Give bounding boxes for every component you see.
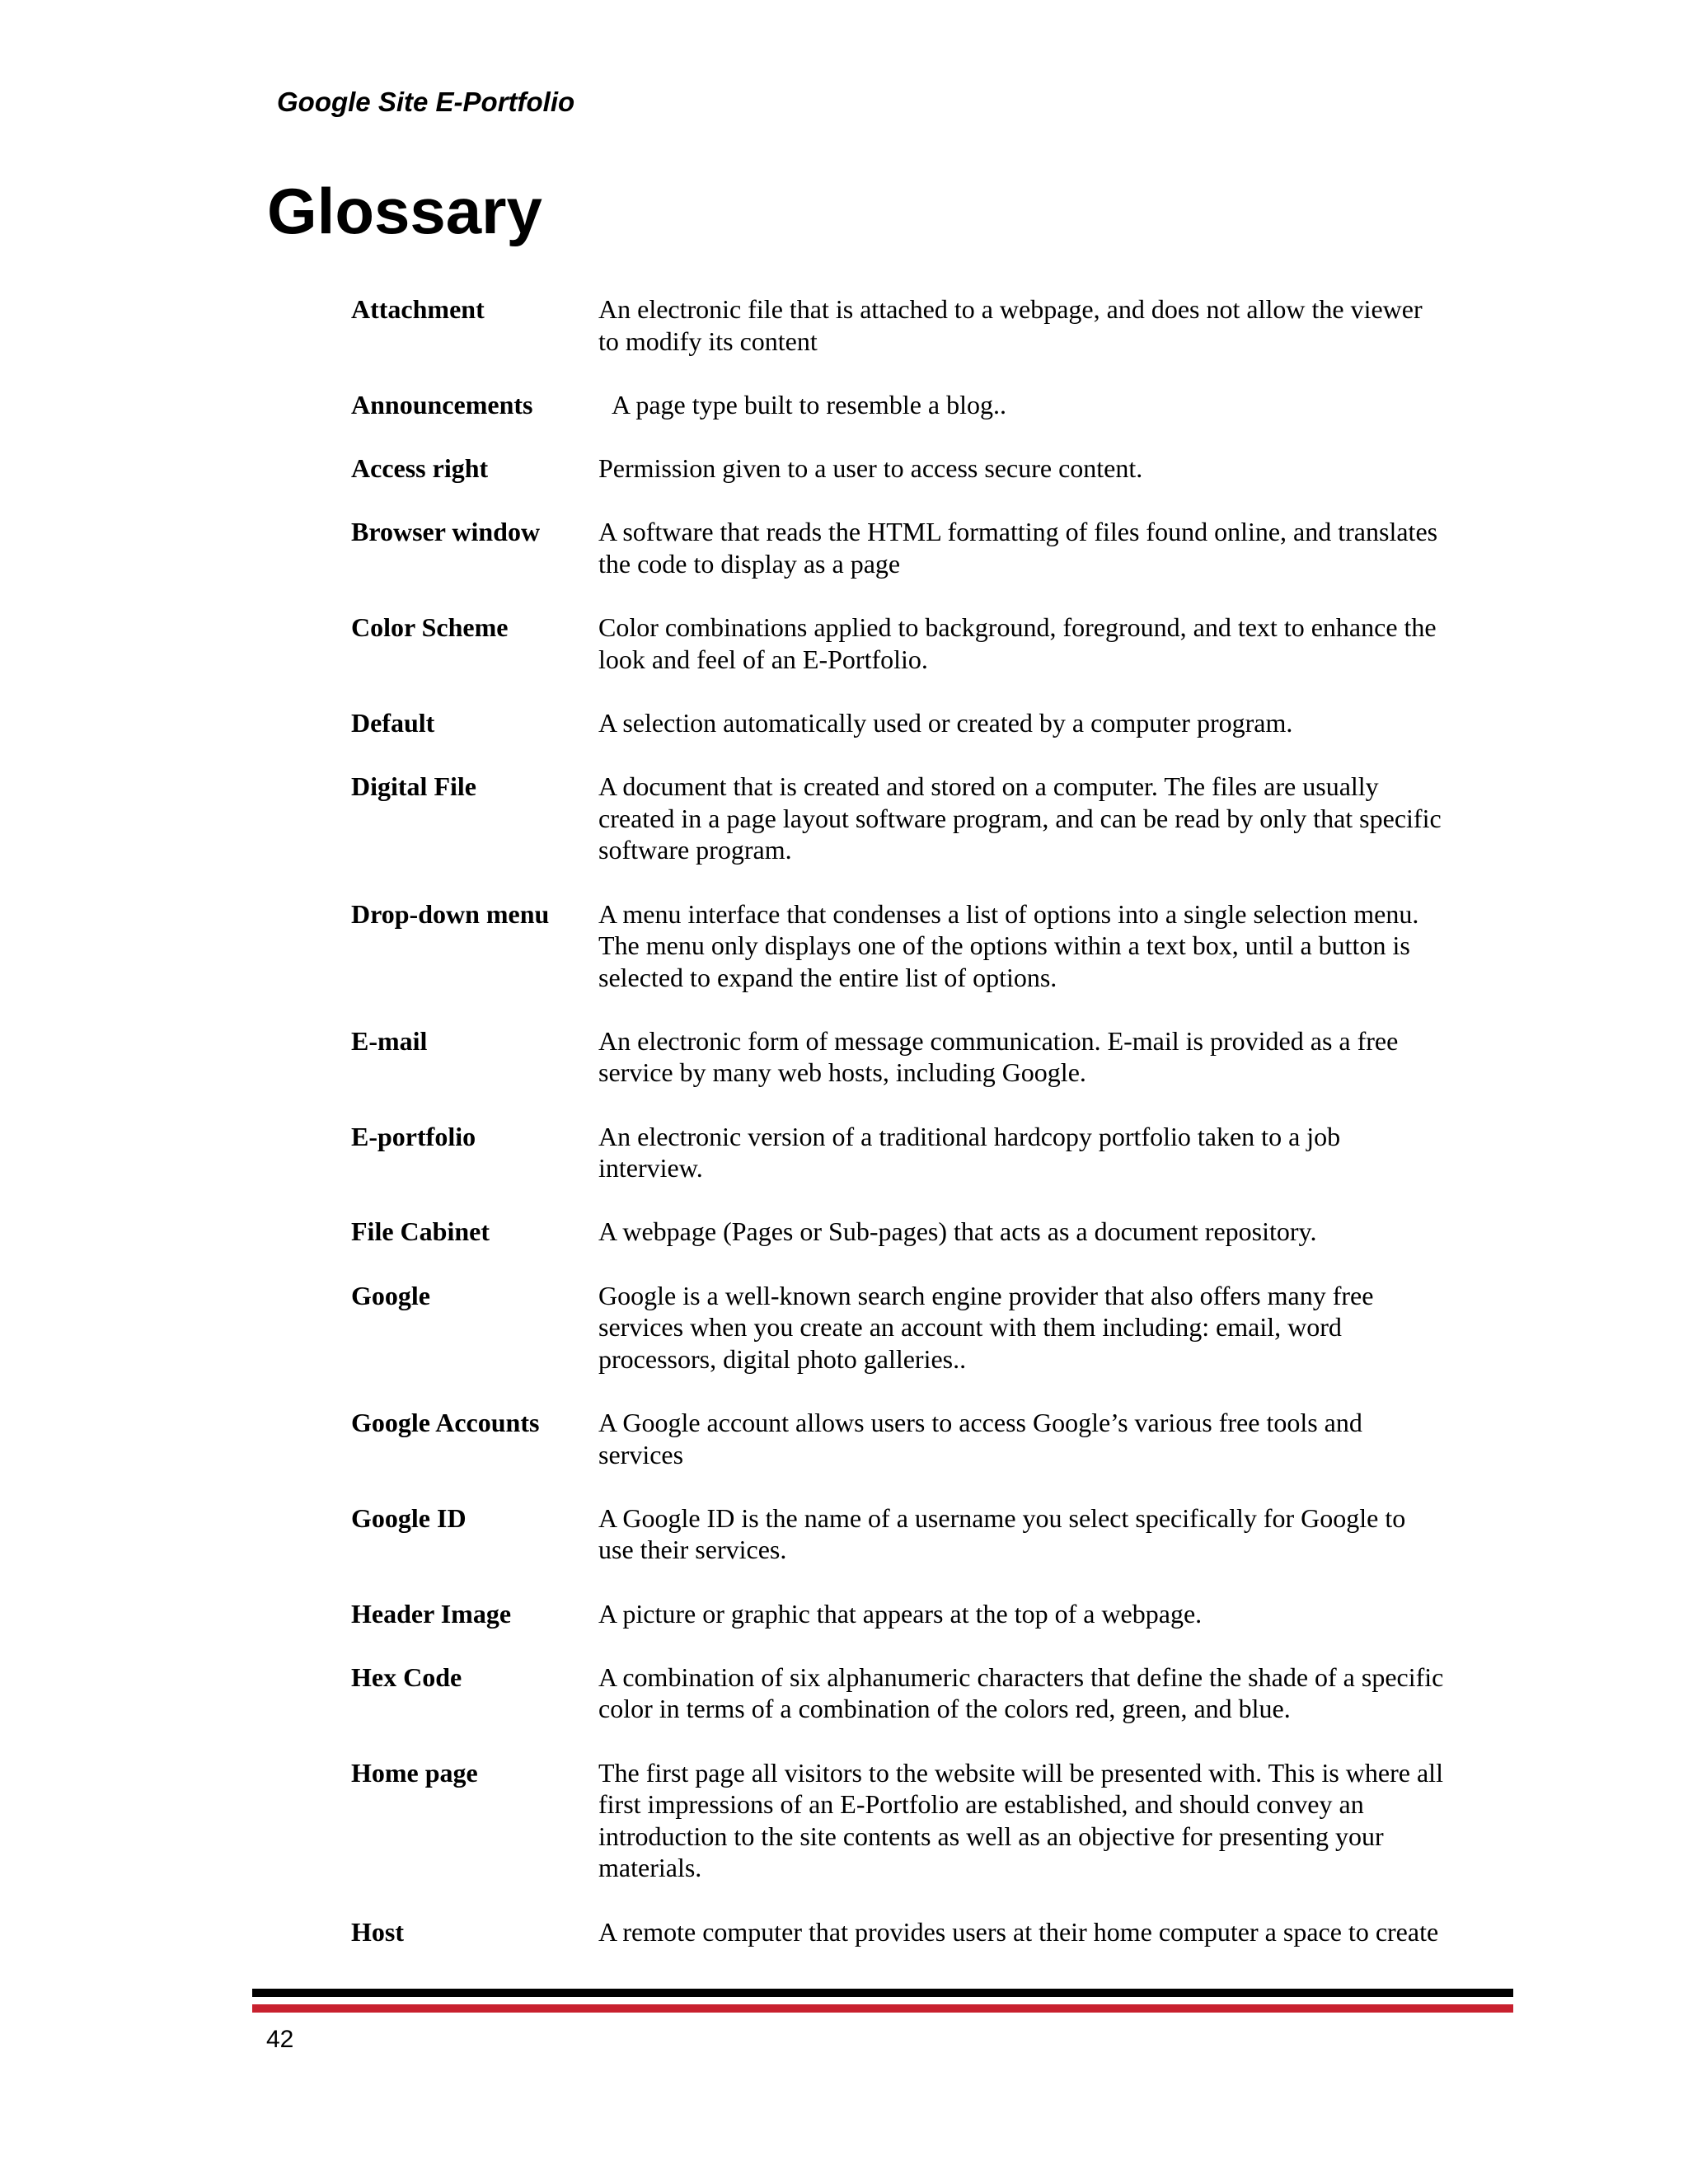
- glossary-definition: A remote computer that provides users at their home computer a space to create: [598, 1916, 1439, 1947]
- running-header: Google Site E-Portfolio: [277, 87, 575, 117]
- glossary-term: E-portfolio: [351, 1121, 476, 1151]
- glossary-term: Google Accounts: [351, 1408, 540, 1438]
- glossary-term: Home page: [351, 1757, 478, 1788]
- glossary-definition: A picture or graphic that appears at the top of a webpage.: [598, 1598, 1203, 1629]
- glossary-definition: A selection automatically used or created by a computer program.: [598, 707, 1293, 738]
- glossary-term: Color Scheme: [351, 612, 509, 643]
- glossary-definition: A combination of six alphanumeric characters that define the shade of a specific color in terms of a combination of the colors red, green, and blue.: [598, 1661, 1444, 1724]
- glossary-definition: Color combinations applied to background, foreground, and text to enhance the look and feel of an E-Portfolio.: [598, 612, 1437, 674]
- glossary-term: File Cabinet: [351, 1216, 490, 1247]
- page-title: Glossary: [267, 175, 542, 247]
- glossary-definition: A document that is created and stored on a computer. The files are usually created in a page layout software program, and can be read by only that specific software program.: [598, 771, 1442, 865]
- glossary-definition: Google is a well-known search engine provider that also offers many free services when you create an account with them including: email, word processors, digital photo galleries..: [598, 1280, 1374, 1374]
- glossary-definition: An electronic form of message communication. E-mail is provided as a free service by many web hosts, including Google.: [598, 1025, 1399, 1088]
- glossary-definition: A webpage (Pages or Sub-pages) that acts as a document repository.: [598, 1216, 1317, 1247]
- page-number: 42: [266, 2026, 294, 2053]
- glossary-entry: [351, 452, 1505, 485]
- glossary-list: [351, 293, 1505, 1980]
- glossary-definition: An electronic file that is attached to a webpage, and does not allow the viewer to modify its content: [598, 294, 1423, 356]
- footer-rule-black: [252, 1989, 1513, 1997]
- glossary-entry: [351, 1598, 1505, 1630]
- glossary-definition: Permission given to a user to access secure content.: [598, 453, 1143, 484]
- glossary-term: Host: [351, 1916, 404, 1947]
- glossary-term: Default: [351, 707, 435, 738]
- glossary-entry: [351, 1757, 1505, 1884]
- glossary-term: Digital File: [351, 771, 476, 802]
- glossary-entry: [351, 898, 1505, 994]
- glossary-term: Attachment: [351, 294, 485, 324]
- glossary-definition: An electronic version of a traditional hardcopy portfolio taken to a job interview.: [598, 1121, 1341, 1183]
- glossary-definition: A Google account allows users to access Google’s various free tools and services: [598, 1408, 1362, 1469]
- glossary-entry: [351, 707, 1505, 739]
- glossary-entry: [351, 1407, 1505, 1470]
- glossary-entry: [351, 1280, 1505, 1376]
- glossary-entry: [351, 771, 1505, 866]
- glossary-definition: A page type built to resemble a blog..: [612, 389, 1006, 419]
- glossary-term: Drop-down menu: [351, 898, 550, 929]
- glossary-definition: A Google ID is the name of a username you select specifically for Google to use their services.: [598, 1502, 1406, 1565]
- glossary-term: Header Image: [351, 1598, 512, 1629]
- glossary-entry: [351, 1216, 1505, 1248]
- glossary-entry: [351, 1916, 1505, 1948]
- glossary-definition: The first page all visitors to the website will be presented with. This is where all first impressions of an E-Portfolio are established, and should convey an introduction to the site contents as well as an objective for presenting your materials.: [598, 1757, 1443, 1883]
- glossary-term: Google: [351, 1280, 430, 1310]
- glossary-entry: [351, 1661, 1505, 1725]
- glossary-term: Google ID: [351, 1502, 467, 1533]
- glossary-definition: A menu interface that condenses a list of options into a single selection menu. The menu only displays one of the options within a text box, until a button is selected to expand the entire list of options.: [598, 898, 1419, 992]
- glossary-entry: [351, 1025, 1505, 1089]
- glossary-term: Announcements: [351, 389, 533, 419]
- footer-rule-red: [252, 2004, 1513, 2013]
- glossary-entry: [351, 389, 1505, 421]
- glossary-term: Hex Code: [351, 1661, 462, 1692]
- glossary-term: Browser window: [351, 517, 541, 547]
- glossary-entry: [351, 293, 1505, 357]
- glossary-definition: A software that reads the HTML formatting of files found online, and translates the code to display as a page: [598, 517, 1438, 579]
- glossary-entry: [351, 612, 1505, 675]
- glossary-entry: [351, 1502, 1505, 1566]
- glossary-term: Access right: [351, 453, 489, 484]
- glossary-entry: [351, 516, 1505, 579]
- glossary-entry: [351, 1121, 1505, 1184]
- glossary-term: E-mail: [351, 1025, 428, 1056]
